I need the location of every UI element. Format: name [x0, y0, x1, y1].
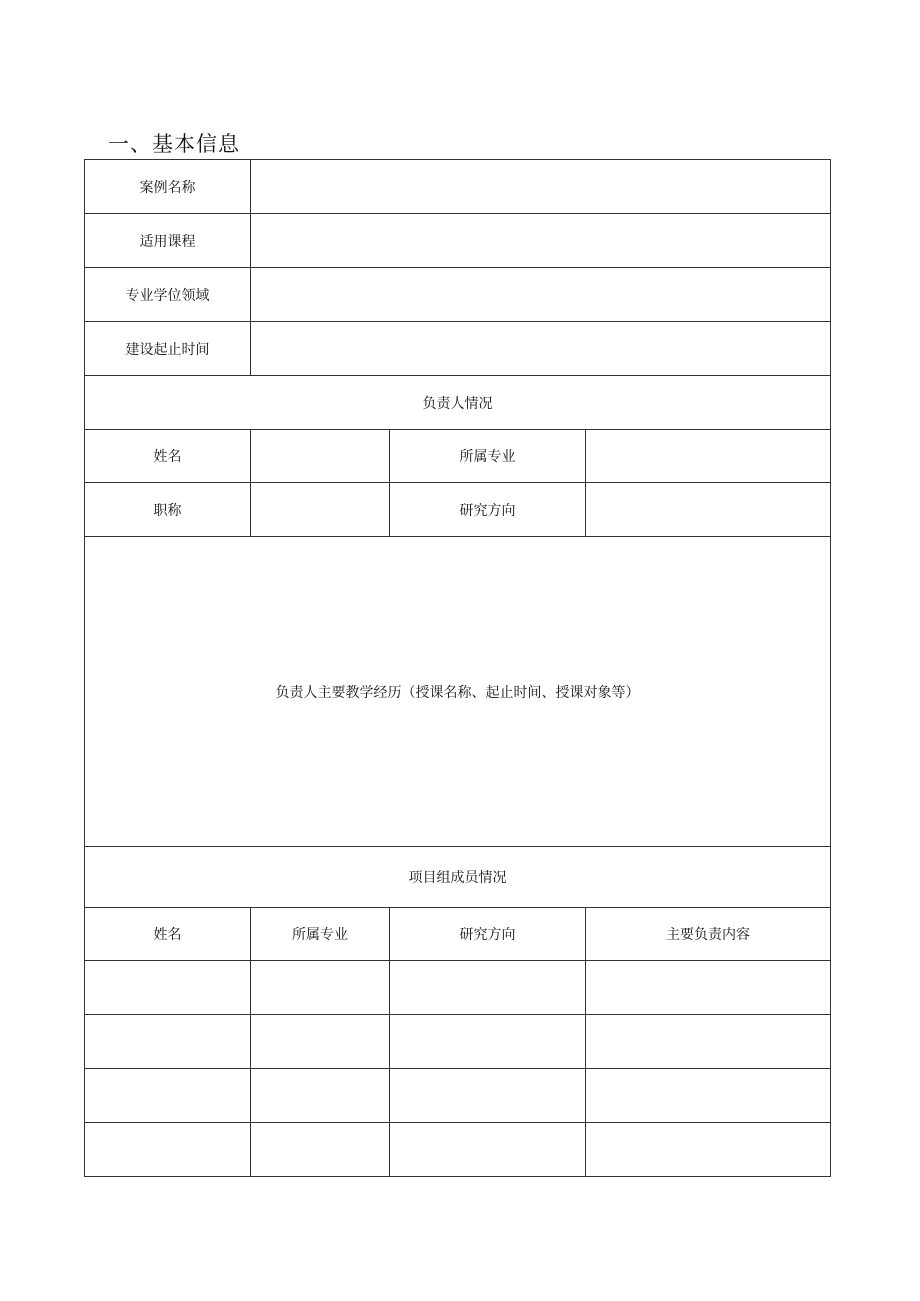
degree-field-label: 专业学位领域 [85, 268, 251, 322]
case-name-row [85, 160, 831, 214]
member-research-cell[interactable] [390, 961, 586, 1015]
members-section-header [85, 847, 831, 908]
basic-info-form [84, 159, 831, 1177]
member-name-cell[interactable] [85, 961, 251, 1015]
member-major-cell[interactable] [251, 1123, 390, 1177]
member-duty-cell[interactable] [586, 961, 831, 1015]
members-col-duty: 主要负责内容 [586, 908, 831, 961]
degree-field-row [85, 268, 831, 322]
period-label: 建设起止时间 [85, 322, 251, 376]
members-col-major: 所属专业 [251, 908, 390, 961]
member-major-cell[interactable] [251, 1069, 390, 1123]
member-major-cell[interactable] [251, 1015, 390, 1069]
leader-major-label: 所属专业 [390, 430, 586, 483]
member-duty-cell[interactable] [586, 1015, 831, 1069]
leader-experience-label: 负责人主要教学经历（授课名称、起止时间、授课对象等） [275, 684, 640, 701]
member-row [85, 1123, 831, 1177]
members-col-name: 姓名 [85, 908, 251, 961]
member-research-cell[interactable] [390, 1123, 586, 1177]
leader-row-1 [85, 430, 831, 483]
members-col-research: 研究方向 [390, 908, 586, 961]
case-name-field[interactable] [251, 160, 831, 214]
member-research-cell[interactable] [390, 1069, 586, 1123]
leader-experience-field[interactable] [85, 537, 831, 847]
leader-experience-row [85, 537, 831, 847]
page-heading: 一、基本信息 [108, 132, 240, 156]
member-name-cell[interactable] [85, 1123, 251, 1177]
member-name-cell[interactable] [85, 1015, 251, 1069]
leader-research-label: 研究方向 [390, 483, 586, 537]
degree-field-field[interactable] [251, 268, 831, 322]
period-field[interactable] [251, 322, 831, 376]
course-field[interactable] [251, 214, 831, 268]
leader-section-title: 负责人情况 [85, 376, 831, 430]
member-name-cell[interactable] [85, 1069, 251, 1123]
leader-research-field[interactable] [586, 483, 831, 537]
members-header-row [85, 908, 831, 961]
member-duty-cell[interactable] [586, 1069, 831, 1123]
leader-title-label: 职称 [85, 483, 251, 537]
leader-name-label: 姓名 [85, 430, 251, 483]
case-name-label: 案例名称 [85, 160, 251, 214]
member-duty-cell[interactable] [586, 1123, 831, 1177]
leader-title-field[interactable] [251, 483, 390, 537]
leader-row-2 [85, 483, 831, 537]
period-row [85, 322, 831, 376]
leader-section-header [85, 376, 831, 430]
leader-major-field[interactable] [586, 430, 831, 483]
member-row [85, 1069, 831, 1123]
member-row [85, 1015, 831, 1069]
member-major-cell[interactable] [251, 961, 390, 1015]
leader-name-field[interactable] [251, 430, 390, 483]
members-section-title: 项目组成员情况 [85, 847, 831, 908]
member-row [85, 961, 831, 1015]
member-research-cell[interactable] [390, 1015, 586, 1069]
course-row [85, 214, 831, 268]
course-label: 适用课程 [85, 214, 251, 268]
